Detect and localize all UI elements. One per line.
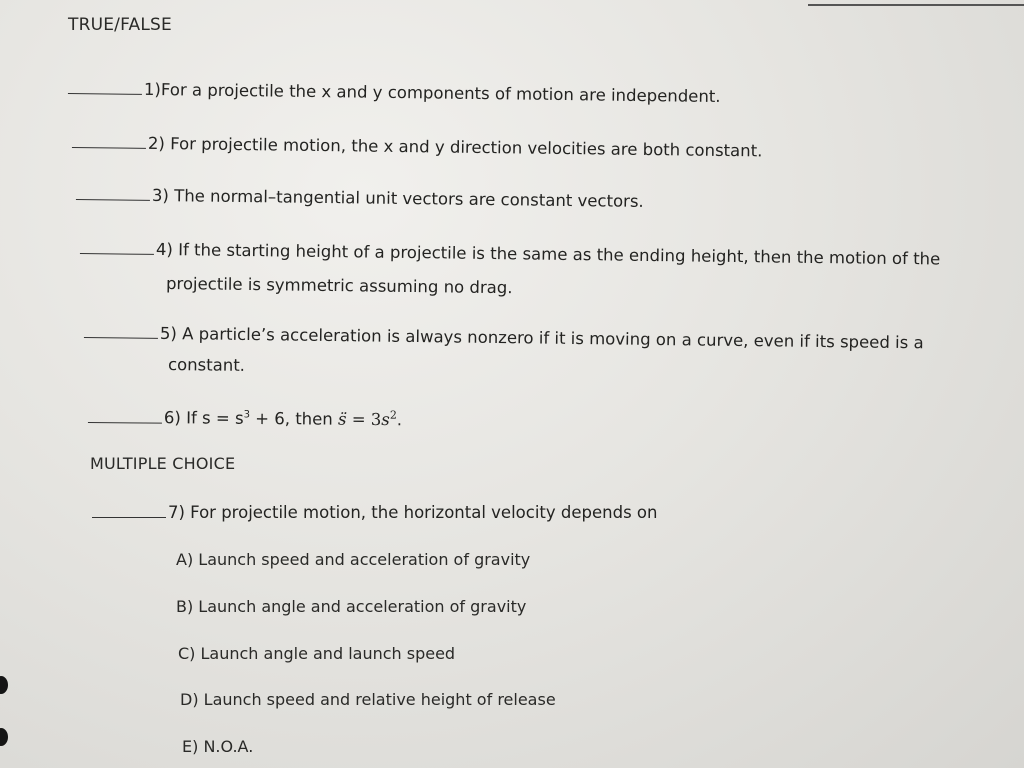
question-4-text: 4) If the starting height of a projectile is the same as the ending height, then the motion of the: [155, 239, 941, 269]
question-1: [68, 76, 721, 110]
binder-hole-mark: [0, 728, 8, 746]
question-2: [72, 130, 763, 164]
question-3: [76, 182, 644, 215]
equals-three: = 3: [346, 409, 382, 430]
question-5: [84, 320, 924, 356]
question-6-prefix: 6) If s = s: [163, 408, 244, 428]
question-6-end: .: [396, 410, 403, 430]
question-6-middle: + 6, then: [249, 408, 339, 429]
question-6: [88, 400, 402, 433]
option-c: C) Launch angle and launch speed: [178, 644, 456, 663]
answer-blank-3[interactable]: [76, 185, 150, 201]
exponent-2: 2: [389, 408, 397, 422]
question-4-continuation: projectile is symmetric assuming no drag.: [165, 274, 513, 298]
option-e: E) N.O.A.: [182, 737, 254, 756]
math-s: s: [381, 410, 390, 430]
question-2-text: 2) For projectile motion, the x and y direction velocities are both constant.: [147, 133, 763, 161]
true-false-heading: TRUE/FALSE: [68, 15, 172, 35]
question-7: [92, 500, 657, 526]
multiple-choice-heading: MULTIPLE CHOICE: [90, 454, 236, 473]
answer-blank-6[interactable]: [88, 408, 162, 424]
option-d: D) Launch speed and relative height of release: [180, 690, 556, 709]
question-4: [80, 236, 941, 273]
question-3-text: 3) The normal–tangential unit vectors are constant vectors.: [151, 185, 644, 211]
question-1-text: 1)For a projectile the x and y components of motion are independent.: [143, 79, 721, 106]
answer-blank-5[interactable]: [84, 323, 158, 339]
option-a: A) Launch speed and acceleration of gravity: [176, 550, 531, 569]
answer-blank-1[interactable]: [68, 79, 142, 95]
question-5-continuation: constant.: [167, 355, 246, 375]
answer-blank-2[interactable]: [72, 133, 146, 149]
question-5-text: 5) A particle’s acceleration is always nonzero if it is moving on a curve, even if its speed is a: [159, 323, 924, 353]
question-7-text: 7) For projectile motion, the horizontal velocity depends on: [168, 503, 658, 522]
answer-blank-7[interactable]: [92, 503, 166, 518]
option-b: B) Launch angle and acceleration of gravity: [176, 597, 527, 616]
s-double-dot: s̈: [337, 409, 347, 429]
exponent-3: 3: [243, 409, 251, 421]
answer-blank-4[interactable]: [80, 239, 154, 255]
binder-hole-mark: [0, 676, 8, 694]
top-answer-line: [808, 4, 1024, 6]
